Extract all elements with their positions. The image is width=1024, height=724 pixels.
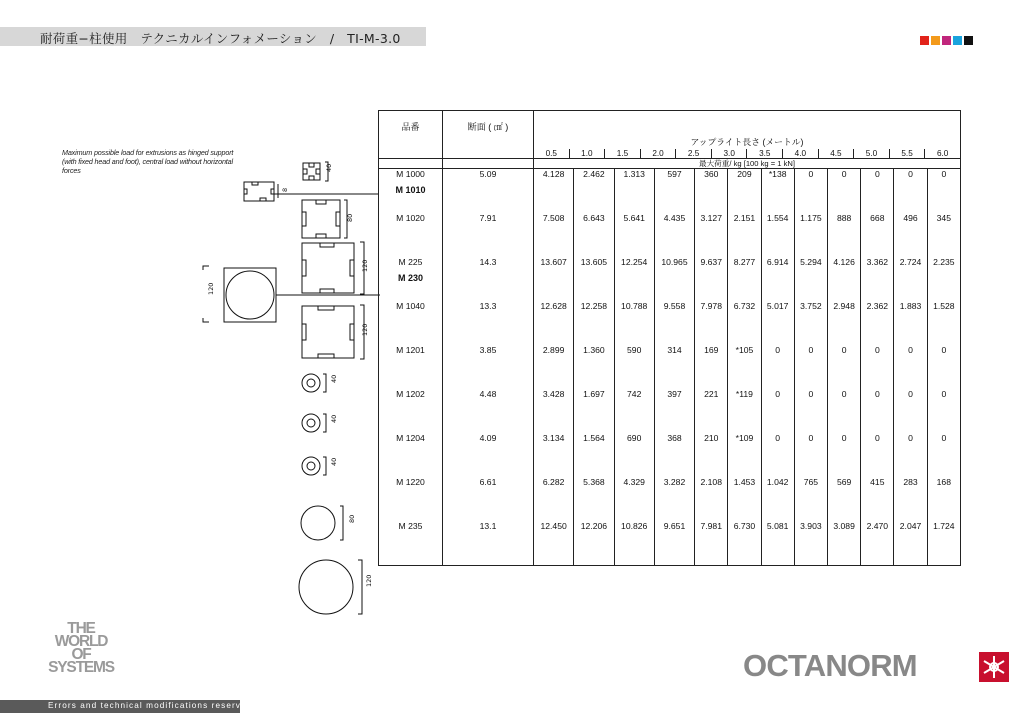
table-header-row [379,111,961,159]
load-value: 1.724 [927,521,960,566]
load-value: 0 [927,389,960,433]
load-value: 0 [828,345,861,389]
load-value: 345 [927,213,960,257]
profile-m1204-icon [302,457,326,475]
load-value: 415 [861,477,894,521]
load-value: 5.294 [794,257,827,301]
load-value: *109 [728,433,761,477]
load-value: 368 [654,433,694,477]
load-value: 13.605 [574,257,614,301]
table-row [379,433,961,477]
load-value: 1.564 [574,433,614,477]
length-tick: 3.5 [746,149,782,158]
load-value: 9.637 [695,257,728,301]
world-line: SYSTEMS [48,659,114,676]
load-value: 0 [761,345,794,389]
part-number: M 1202 [396,389,425,399]
table-row [379,301,961,345]
dim-m235: 120 [365,574,373,587]
swatch-magenta [942,36,951,45]
profile-m1220-icon [301,506,343,540]
dim-m1202: 40 [330,414,338,423]
row-part-number [379,257,443,301]
part-number: M 1204 [396,433,425,443]
row-part-number [379,301,443,345]
load-value: 3.134 [534,433,574,477]
table-row [379,345,961,389]
dim-m1201: 40 [330,374,338,383]
length-tick: 5.5 [889,149,925,158]
load-value: 0 [828,169,861,214]
length-tick: 6.0 [924,149,960,158]
load-value: 7.981 [695,521,728,566]
load-value: 5.081 [761,521,794,566]
load-value: 496 [894,213,927,257]
load-value: 5.017 [761,301,794,345]
load-value: 1.554 [761,213,794,257]
color-swatches [920,36,973,45]
row-part-number [379,213,443,257]
load-value: 3.428 [534,389,574,433]
load-value: 2.462 [574,169,614,214]
world-of-systems-logo [46,622,116,674]
profile-m1202-icon [302,414,326,432]
profile-m225-icon [302,242,364,294]
load-value: 0 [861,433,894,477]
load-value: 0 [761,433,794,477]
load-description: Maximum possible load for extrusions as hinged support (with fixed head and foot), central load without horizontal forces [62,148,234,175]
length-tick: 0.5 [545,149,557,158]
load-value: 12.206 [574,521,614,566]
load-value: 1.697 [574,389,614,433]
profile-m1020-icon [302,200,347,238]
row-area: 4.09 [443,433,534,477]
load-value: 7.508 [534,213,574,257]
load-value: 2.470 [861,521,894,566]
load-value: 6.732 [728,301,761,345]
swatch-cyan [953,36,962,45]
load-value: 597 [654,169,694,214]
load-value: 668 [861,213,894,257]
load-value: *105 [728,345,761,389]
load-value: 1.528 [927,301,960,345]
unit-row [379,159,961,169]
load-value: 3.282 [654,477,694,521]
length-ticks [534,149,960,158]
length-tick: 2.0 [640,149,676,158]
load-value: 12.450 [534,521,574,566]
load-value: 0 [861,169,894,214]
load-value: 7.978 [695,301,728,345]
load-value: 9.651 [654,521,694,566]
load-value: 0 [927,169,960,214]
load-value: 2.108 [695,477,728,521]
load-value: 6.914 [761,257,794,301]
load-value: 8.277 [728,257,761,301]
load-value: 2.362 [861,301,894,345]
row-area: 13.3 [443,301,534,345]
load-value: 4.128 [534,169,574,214]
part-number: M 1040 [396,301,425,311]
load-value: 10.965 [654,257,694,301]
part-number-alt: M 1010 [395,185,426,195]
row-part-number [379,345,443,389]
load-value: 569 [828,477,861,521]
row-part-number [379,433,443,477]
col-name-header: 品番 [379,111,443,159]
swatch-red [920,36,929,45]
world-line: THE [67,620,95,637]
load-value: 283 [894,477,927,521]
load-value: 360 [695,169,728,214]
part-number: M 1000 [396,169,425,179]
load-value: 4.126 [828,257,861,301]
row-part-number [379,389,443,433]
part-number-alt: M 230 [397,273,423,283]
profile-m1201-icon [302,374,326,392]
part-number: M 1220 [396,477,425,487]
load-value: 10.826 [614,521,654,566]
load-value: 4.329 [614,477,654,521]
world-line: OF [71,646,91,663]
load-value: 2.047 [894,521,927,566]
load-value: 0 [894,433,927,477]
load-value: 0 [794,345,827,389]
load-value: 590 [614,345,654,389]
load-value: 1.360 [574,345,614,389]
swatch-black [964,36,973,45]
load-value: 0 [794,169,827,214]
snowflake-icon [979,652,1009,682]
length-tick: 2.5 [675,149,711,158]
length-title: アップライト長さ (メートル) [690,137,804,147]
load-value: 3.089 [828,521,861,566]
length-tick: 3.0 [711,149,747,158]
table-row [379,389,961,433]
load-value: 6.282 [534,477,574,521]
load-value: 5.641 [614,213,654,257]
table-row [379,257,961,301]
part-number: M 1020 [396,213,425,223]
load-value: 690 [614,433,654,477]
load-value: 6.730 [728,521,761,566]
disclaimer: Errors and technical modifications reserved [48,701,253,710]
swatch-orange [931,36,940,45]
load-value: 5.368 [574,477,614,521]
load-value: 0 [861,345,894,389]
load-value: 888 [828,213,861,257]
load-value: *138 [761,169,794,214]
length-tick: 4.5 [818,149,854,158]
row-part-number [379,477,443,521]
load-value: 0 [794,433,827,477]
dim-m1010: 8 [281,187,289,192]
load-value: 3.752 [794,301,827,345]
load-value: 209 [728,169,761,214]
load-value: 3.127 [695,213,728,257]
load-value: 0 [761,389,794,433]
load-value: 210 [695,433,728,477]
octanorm-logo-icon [979,652,1009,682]
row-area: 14.3 [443,257,534,301]
load-value: 1.175 [794,213,827,257]
row-area: 4.48 [443,389,534,433]
length-tick: 4.0 [782,149,818,158]
load-value: 3.903 [794,521,827,566]
load-value: 3.362 [861,257,894,301]
load-value: 1.883 [894,301,927,345]
table-row [379,169,961,214]
length-header [534,111,961,159]
dim-m1000: 40 [325,163,333,172]
row-part-number [379,169,443,214]
load-value: 314 [654,345,694,389]
profile-m235-icon [299,560,362,614]
world-line: WORLD [54,633,108,650]
load-value: 10.788 [614,301,654,345]
load-table [378,110,961,566]
row-area: 13.1 [443,521,534,566]
length-tick: 1.0 [569,149,605,158]
part-number: M 1201 [396,345,425,355]
dim-m1220: 80 [348,514,356,523]
load-value: 2.724 [894,257,927,301]
dim-m230: 120 [207,282,215,295]
part-number: M 235 [398,521,423,531]
table-row [379,521,961,566]
load-value: 169 [695,345,728,389]
load-value: 2.151 [728,213,761,257]
row-area: 3.85 [443,345,534,389]
profile-m230-icon [203,266,380,322]
load-value: 13.607 [534,257,574,301]
brand-logo: OCTANORM [743,648,917,683]
load-value: 12.628 [534,301,574,345]
profile-drawings [180,150,380,620]
load-value: 1.313 [614,169,654,214]
unit-blank-2 [443,159,534,169]
length-tick: 5.0 [853,149,889,158]
table-row [379,213,961,257]
load-value: 0 [894,389,927,433]
load-value: 0 [927,433,960,477]
load-value: 2.899 [534,345,574,389]
load-value: 0 [828,433,861,477]
load-value: 4.435 [654,213,694,257]
load-value: 2.948 [828,301,861,345]
load-value: 0 [861,389,894,433]
load-value: 0 [828,389,861,433]
load-value: 1.042 [761,477,794,521]
row-area: 6.61 [443,477,534,521]
length-tick: 1.5 [604,149,640,158]
load-value: 6.643 [574,213,614,257]
dim-m1020: 80 [346,213,354,222]
dim-m225: 120 [361,259,369,272]
table-row [379,477,961,521]
page-title: 耐荷重−柱使用 テクニカルインフォメーション / TI-M-3.0 [40,31,401,46]
load-value: 765 [794,477,827,521]
load-value: 12.258 [574,301,614,345]
unit-blank-1 [379,159,443,169]
load-value: 0 [894,169,927,214]
load-value: 0 [927,345,960,389]
load-value: 0 [794,389,827,433]
unit-label: 最大荷重/ kg [100 kg = 1 kN] [534,159,961,169]
dim-m1204: 40 [330,457,338,466]
load-value: 221 [695,389,728,433]
row-part-number [379,521,443,566]
load-value: 9.558 [654,301,694,345]
profile-m1010-icon [244,182,378,201]
part-number: M 225 [398,257,423,267]
load-value: 2.235 [927,257,960,301]
dim-m1040: 120 [361,323,369,336]
col-area-header: 断面 ( ㎠ ) [443,111,534,159]
load-value: 168 [927,477,960,521]
load-value: 742 [614,389,654,433]
load-value: 397 [654,389,694,433]
load-value: 12.254 [614,257,654,301]
profile-m1040-icon [302,305,364,359]
load-value: 0 [894,345,927,389]
load-value: *119 [728,389,761,433]
load-value: 1.453 [728,477,761,521]
row-area: 7.91 [443,213,534,257]
row-area: 5.09 [443,169,534,214]
